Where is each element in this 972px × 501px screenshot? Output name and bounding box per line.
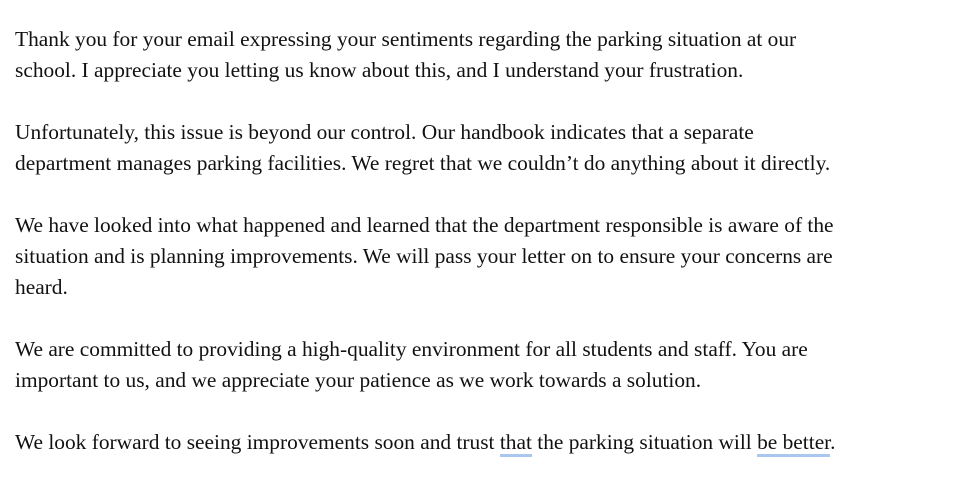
paragraph-line: Unfortunately, this issue is beyond our control. Our handbook indicates that a separate: [15, 120, 754, 144]
paragraph-line: school. I appreciate you letting us know about this, and I understand your frustration.: [15, 58, 744, 82]
paragraph-3: [15, 210, 945, 303]
paragraph-line: [15, 427, 945, 458]
paragraph-line: We have looked into what happened and learned that the department responsible is aware of the: [15, 213, 834, 237]
paragraph-line: We are committed to providing a high-quality environment for all students and staff. You are: [15, 337, 808, 361]
paragraph-4: [15, 334, 945, 396]
text-segment: the parking situation will: [531, 430, 758, 454]
flagged-word-that[interactable]: that: [500, 430, 532, 457]
paragraph-5: [15, 427, 945, 458]
letter-body[interactable]: [15, 24, 945, 458]
text-segment: We look forward to seeing improvements soon and trust: [15, 430, 500, 454]
text-segment: .: [830, 430, 836, 454]
paragraph-line: important to us, and we appreciate your patience as we work towards a solution.: [15, 368, 702, 392]
paragraph-1: [15, 24, 945, 86]
paragraph-2: [15, 117, 945, 179]
flagged-phrase-be-better[interactable]: be better: [757, 430, 830, 457]
paragraph-line: department manages parking facilities. We regret that we couldn’t do anything about it directly.: [15, 151, 831, 175]
paragraph-line: heard.: [15, 275, 68, 299]
paragraph-line: Thank you for your email expressing your sentiments regarding the parking situation at our: [15, 27, 797, 51]
paragraph-line: situation and is planning improvements. We will pass your letter on to ensure your concerns are: [15, 244, 833, 268]
